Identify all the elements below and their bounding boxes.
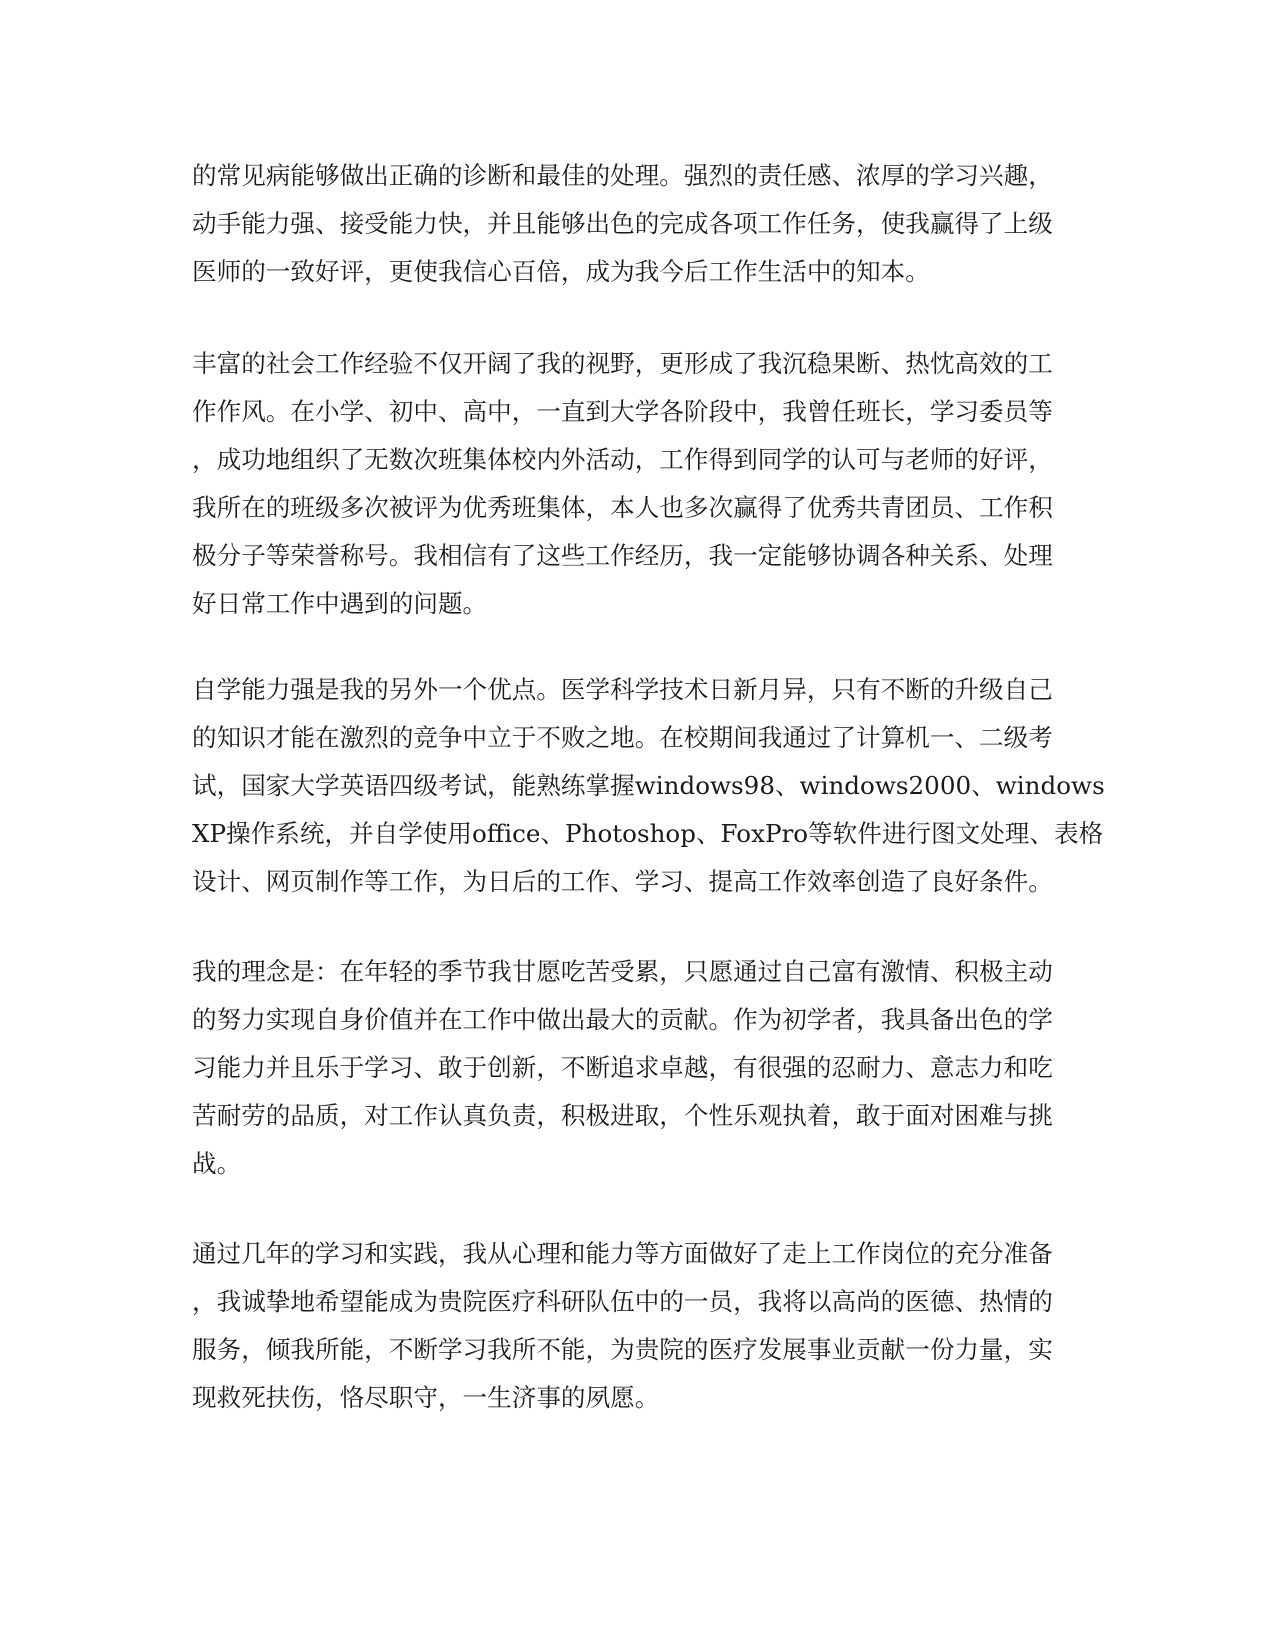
text-line: 现救死扶伤，恪尽职守，一生济事的夙愿。	[192, 1383, 660, 1412]
paragraph-aspiration	[192, 1230, 1053, 1422]
text-line: 丰富的社会工作经验不仅开阔了我的视野，更形成了我沉稳果断、热忱高效的工	[192, 349, 1053, 378]
text-line: 动手能力强、接受能力快，并且能够出色的完成各项工作任务，使我赢得了上级	[192, 209, 1053, 238]
text-line: 极分子等荣誉称号。我相信有了这些工作经历，我一定能够协调各种关系、处理	[192, 541, 1053, 570]
text-line: 服务，倾我所能，不断学习我所不能，为贵院的医疗发展事业贡献一份力量，实	[192, 1335, 1053, 1364]
paragraph-social-experience	[192, 340, 1053, 628]
paragraph-philosophy	[192, 948, 1053, 1188]
text-line: 医师的一致好评，更使我信心百倍，成为我今后工作生活中的知本。	[192, 257, 930, 286]
text-line: 的努力实现自身价值并在工作中做出最大的贡献。作为初学者，我具备出色的学	[192, 1005, 1053, 1034]
text-line: 我的理念是：在年轻的季节我甘愿吃苦受累，只愿通过自己富有激情、积极主动	[192, 957, 1053, 986]
text-line: 我所在的班级多次被评为优秀班集体，本人也多次赢得了优秀共青团员、工作积	[192, 493, 1053, 522]
text-line: 好日常工作中遇到的问题。	[192, 589, 488, 618]
text-line: 自学能力强是我的另外一个优点。医学科学技术日新月异，只有不断的升级自己	[192, 675, 1053, 704]
text-line: ，我诚挚地希望能成为贵院医疗科研队伍中的一员，我将以高尚的医德、热情的	[192, 1287, 1053, 1316]
text-line: 的常见病能够做出正确的诊断和最佳的处理。强烈的责任感、浓厚的学习兴趣，	[192, 161, 1053, 190]
paragraph-diagnosis-ability	[192, 152, 1053, 296]
text-line: 通过几年的学习和实践，我从心理和能力等方面做好了走上工作岗位的充分准备	[192, 1239, 1053, 1268]
paragraph-self-study	[192, 666, 1105, 906]
text-line: 设计、网页制作等工作，为日后的工作、学习、提高工作效率创造了良好条件。	[192, 867, 1053, 896]
text-line: 作作风。在小学、初中、高中，一直到大学各阶段中，我曾任班长，学习委员等	[192, 397, 1053, 426]
text-line: 试，国家大学英语四级考试，能熟练掌握windows98、windows2000、windows	[192, 771, 1105, 800]
text-line: 的知识才能在激烈的竞争中立于不败之地。在校期间我通过了计算机一、二级考	[192, 723, 1053, 752]
text-line: 战。	[192, 1149, 242, 1178]
text-line: XP操作系统，并自学使用office、Photoshop、FoxPro等软件进行图文处理、表格	[192, 819, 1104, 848]
text-line: 习能力并且乐于学习、敢于创新，不断追求卓越，有很强的忍耐力、意志力和吃	[192, 1053, 1053, 1082]
text-line: 苦耐劳的品质，对工作认真负责，积极进取，个性乐观执着，敢于面对困难与挑	[192, 1101, 1053, 1130]
text-line: ，成功地组织了无数次班集体校内外活动，工作得到同学的认可与老师的好评，	[192, 445, 1053, 474]
